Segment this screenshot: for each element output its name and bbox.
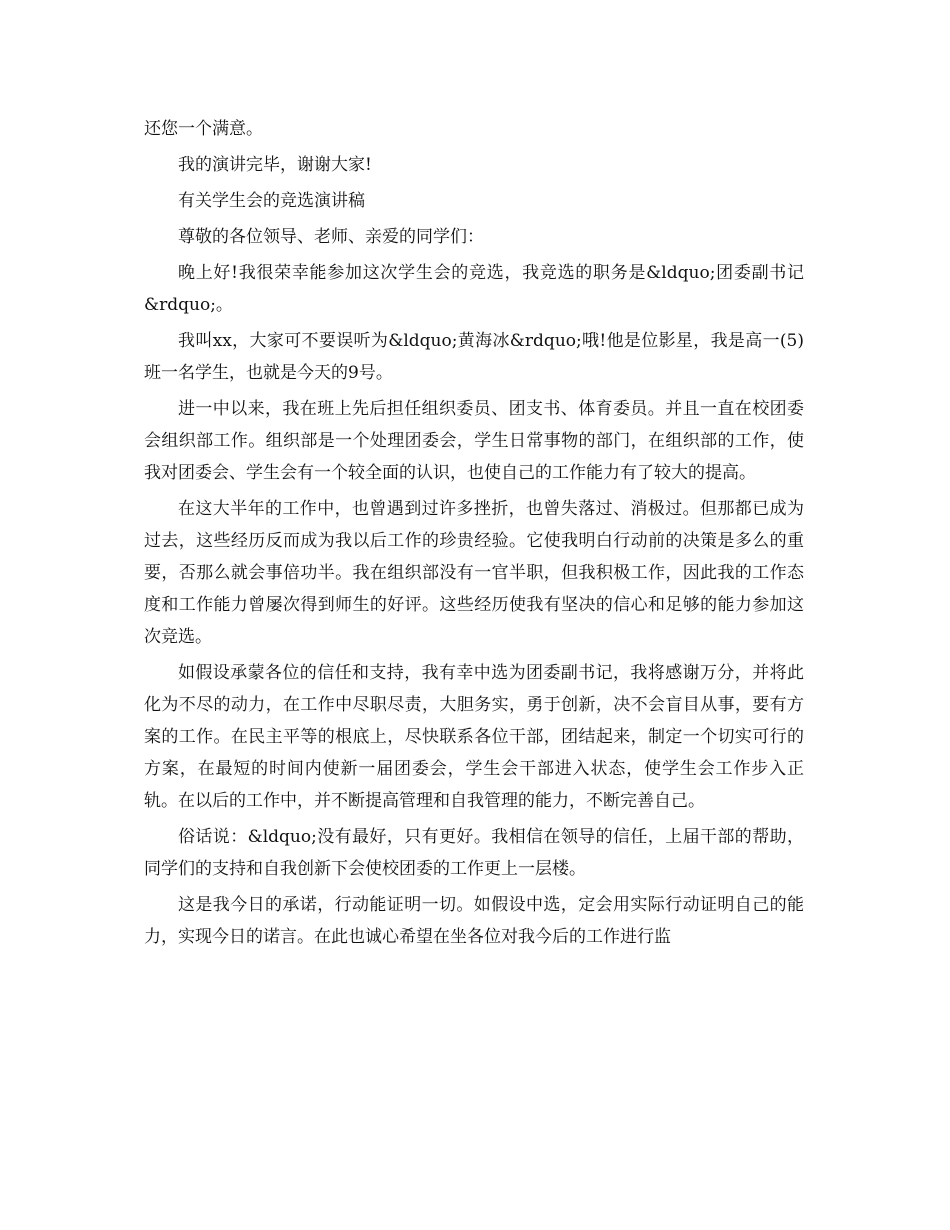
paragraph: 我叫xx，大家可不要误听为&ldquo;黄海冰&rdquo;哦!他是位影星，我是高一(5)班一名学生，也就是今天的9号。 [144,331,804,383]
paragraph: 俗话说：&ldquo;没有最好，只有更好。我相信在领导的信任，上届干部的帮助，同学们的支持和自我创新下会使校团委的工作更上一层楼。 [144,827,804,879]
paragraph: 有关学生会的竞选演讲稿 [178,191,365,211]
paragraph: 在这大半年的工作中，也曾遇到过许多挫折，也曾失落过、消极过。但那都已成为过去，这些经历反而成为我以后工作的珍贵经验。它使我明白行动前的决策是多么的重要，否那么就会事倍功半。我在组织部没有一官半职，但我积极工作，因此我的工作态度和工作能力曾屡次得到师生的好评。这些经历使我有坚决的信心和足够的能力参加这次竞选。 [144,499,804,647]
paragraph: 这是我今日的承诺，行动能证明一切。如假设中选，定会用实际行动证明自己的能力，实现今日的诺言。在此也诚心希望在坐各位对我今后的工作进行监 [144,895,804,947]
paragraph: 如假设承蒙各位的信任和支持，我有幸中选为团委副书记，我将感谢万分，并将此化为不尽的动力，在工作中尽职尽责，大胆务实，勇于创新，决不会盲目从事，要有方案的工作。在民主平等的根底上，尽快联系各位干部，团结起来，制定一个切实可行的方案，在最短的时间内使新一届团委会，学生会干部进入状态，使学生会工作步入正轨。在以后的工作中，并不断提高管理和自我管理的能力，不断完善自己。 [144,663,804,811]
paragraph: 尊敬的各位领导、老师、亲爱的同学们： [178,227,484,247]
paragraph: 我的演讲完毕，谢谢大家! [178,155,372,175]
paragraph: 还您一个满意。 [144,119,263,139]
paragraph: 晚上好!我很荣幸能参加这次学生会的竞选，我竞选的职务是&ldquo;团委副书记&rdquo;。 [144,263,804,315]
paragraph: 进一中以来，我在班上先后担任组织委员、团支书、体育委员。并且一直在校团委会组织部工作。组织部是一个处理团委会，学生日常事物的部门，在组织部的工作，使我对团委会、学生会有一个较全面的认识，也使自己的工作能力有了较大的提高。 [144,399,804,483]
document-body [144,113,804,957]
